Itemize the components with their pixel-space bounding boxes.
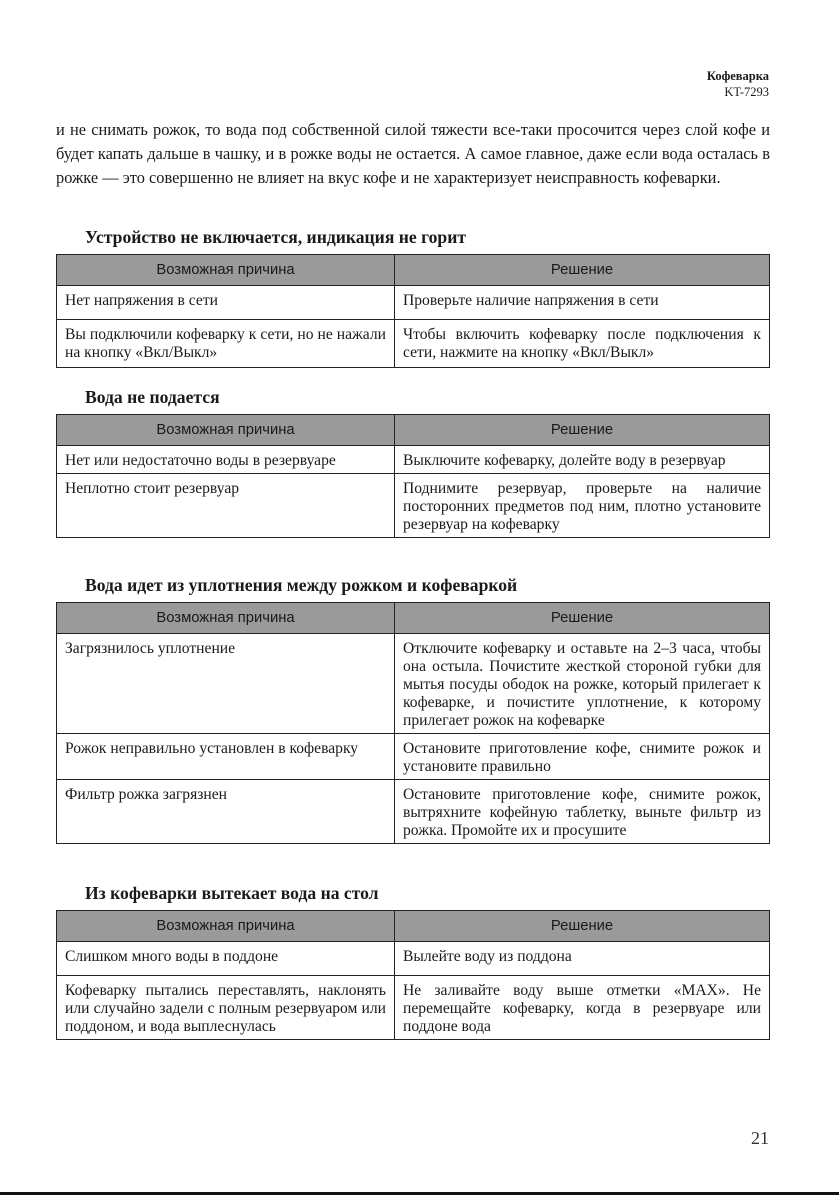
- section-title: Устройство не включается, индикация не горит: [85, 227, 466, 247]
- page-number: 21: [751, 1128, 769, 1148]
- solution-cell: Выключите кофеварку, долейте воду в резервуар: [395, 446, 770, 474]
- troubleshooting-table: [56, 602, 770, 844]
- section-title: Вода идет из уплотнения между рожком и кофеваркой: [85, 575, 518, 595]
- section-title: Вода не подается: [85, 387, 220, 407]
- header-cause: Возможная причина: [57, 603, 395, 634]
- troubleshooting-table: [56, 254, 770, 368]
- table-row: [57, 474, 770, 538]
- troubleshooting-table: [56, 414, 770, 538]
- header-solution: Решение: [395, 415, 770, 446]
- cause-cell: Слишком много воды в поддоне: [57, 942, 395, 976]
- solution-cell: Не заливайте воду выше отметки «MAX». Не перемещайте кофеварку, когда в резервуаре или поддоне вода: [395, 976, 770, 1040]
- cause-cell: Нет или недостаточно воды в резервуаре: [57, 446, 395, 474]
- table-row: [57, 320, 770, 368]
- cause-cell: Рожок неправильно установлен в кофеварку: [57, 734, 395, 780]
- header-title: Кофеварка: [706, 69, 769, 83]
- table-row: [57, 942, 770, 976]
- section-title: Из кофеварки вытекает вода на стол: [85, 883, 379, 903]
- section-seal-leak: [56, 574, 770, 844]
- table-row: [57, 780, 770, 844]
- solution-cell: Отключите кофеварку и оставьте на 2–3 часа, чтобы она остыла. Почистите жесткой стороной губки для мытья посуды ободок на рожке, который прилегает к кофеварке, и почистите уплотнение, к которому прилегает рожок на кофеварке: [395, 634, 770, 734]
- table-row: [57, 634, 770, 734]
- table-row: [57, 446, 770, 474]
- solution-cell: Проверьте наличие напряжения в сети: [395, 286, 770, 320]
- solution-cell: Остановите приготовление кофе, снимите рожок и установите правильно: [395, 734, 770, 780]
- header-cause: Возможная причина: [57, 255, 395, 286]
- cause-cell: Кофеварку пытались переставлять, наклонять или случайно задели с полным резервуаром или поддоном, и вода выплеснулась: [57, 976, 395, 1040]
- header-solution: Решение: [395, 255, 770, 286]
- table-row: [57, 734, 770, 780]
- header-cause: Возможная причина: [57, 415, 395, 446]
- section-no-water: [56, 386, 770, 538]
- page-header: [707, 68, 769, 100]
- cause-cell: Вы подключили кофеварку к сети, но не нажали на кнопку «Вкл/Выкл»: [57, 320, 395, 368]
- cause-cell: Фильтр рожка загрязнен: [57, 780, 395, 844]
- header-solution: Решение: [395, 911, 770, 942]
- header-solution: Решение: [395, 603, 770, 634]
- solution-cell: Чтобы включить кофеварку после подключения к сети, нажмите на кнопку «Вкл/Выкл»: [395, 320, 770, 368]
- section-no-power: [56, 226, 770, 368]
- header-cause: Возможная причина: [57, 911, 395, 942]
- cause-cell: Нет напряжения в сети: [57, 286, 395, 320]
- bottom-divider: [0, 1192, 839, 1195]
- section-water-on-table: [56, 882, 770, 1040]
- solution-cell: Поднимите резервуар, проверьте на наличие посторонних предметов под ним, плотно установите резервуар на кофеварку: [395, 474, 770, 538]
- cause-cell: Неплотно стоит резервуар: [57, 474, 395, 538]
- solution-cell: Вылейте воду из поддона: [395, 942, 770, 976]
- solution-cell: Остановите приготовление кофе, снимите рожок, вытряхните кофейную таблетку, выньте фильтр из рожка. Промойте их и просушите: [395, 780, 770, 844]
- header-model: KT-7293: [724, 85, 769, 99]
- cause-cell: Загрязнилось уплотнение: [57, 634, 395, 734]
- intro-paragraph: и не снимать рожок, то вода под собственной силой тяжести все-таки просочится через слой кофе и будет капать дальше в чашку, и в рожке воды не остается. А самое главное, даже если вода осталась в рожке — это совершенно не влияет на вкус кофе и не характеризует неисправность кофеварки.: [56, 120, 770, 187]
- troubleshooting-table: [56, 910, 770, 1040]
- table-row: [57, 286, 770, 320]
- table-row: [57, 976, 770, 1040]
